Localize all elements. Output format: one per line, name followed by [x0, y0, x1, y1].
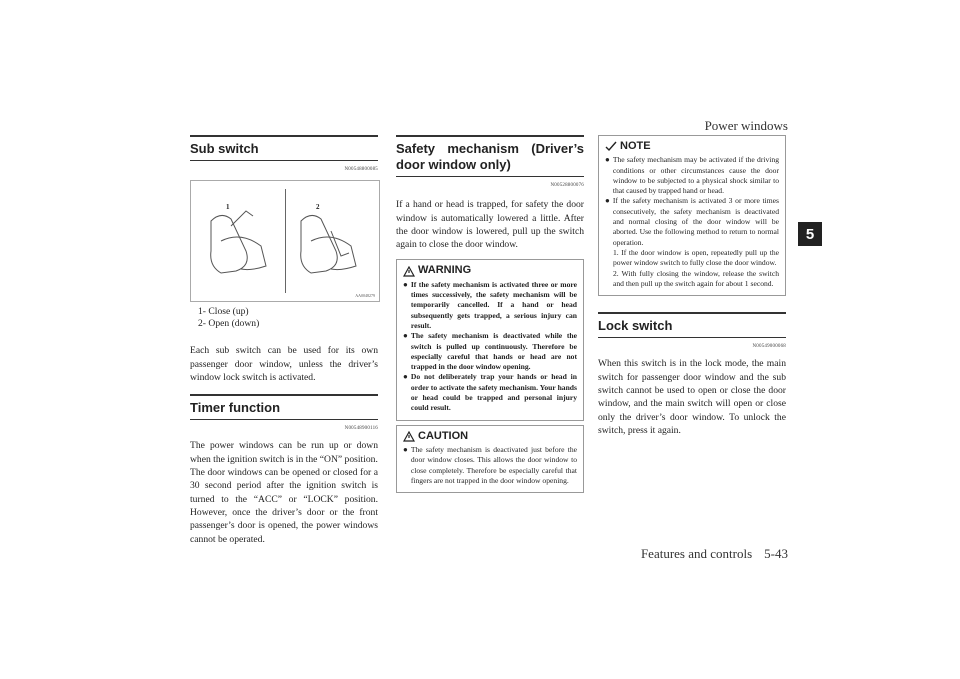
section-title-safety: Safety mechanism (Driver’s door window only): [396, 135, 584, 177]
section-code: N00548800085: [344, 167, 378, 172]
caution-item: ● The safety mechanism is deactivated just before the door window closes. This allows the door window to close completely. Therefore be especially careful that fingers are not trapped in the door window opening.: [403, 444, 577, 485]
section-code: N00548900116: [344, 426, 378, 432]
warning-icon: [403, 266, 415, 277]
paragraph: The door windows can be opened or closed for a 30 second period after the ignition switch is turned to the “ACC” or “LOCK” position. However, once the driver’s door or the front passenger’s door is opened, the power windows cannot be operated.: [190, 467, 378, 545]
note-item: ● If the safety mechanism is activated 3 or more times consecutively, the safety mechanism is deactivated and normal closing of the door window will be aborted. Use the following method to return to normal operation.: [605, 196, 779, 247]
note-box: [598, 135, 786, 296]
column-1: [190, 135, 378, 546]
legend-list: [190, 306, 378, 330]
figure-code: AA0048279: [355, 293, 375, 299]
chapter-tab: 5: [798, 222, 822, 246]
legend-item: 1- Close (up): [198, 306, 249, 318]
paragraph: The power windows can be run up or down when the ignition switch is in the “ON” position.: [190, 440, 378, 465]
warning-label: WARNING: [418, 264, 472, 277]
figure-label-2: 2: [316, 203, 320, 212]
caution-label: CAUTION: [418, 429, 469, 442]
column-3: [598, 135, 786, 437]
section-code: N00528800076: [550, 183, 584, 188]
legend-item: 2- Open (down): [198, 318, 260, 330]
note-icon: [605, 141, 617, 152]
note-header: [605, 140, 779, 153]
section-title-lock: Lock switch: [598, 312, 786, 338]
paragraph: Each sub switch can be used for its own passenger door window, unless the driver’s window lock switch is activated.: [190, 345, 378, 383]
warning-item: ● Do not deliberately trap your hands or head in order to activate the safety mechanism. Your hands or head could be trapped and personal injury could result.: [403, 372, 577, 413]
note-label: NOTE: [620, 140, 651, 152]
warning-item: ● If the safety mechanism is activated three or more times successively, the safety mechanism will be temporarily cancelled. If a hand or head subsequently gets trapped, a serious injury can result.: [403, 279, 577, 330]
column-2: [396, 135, 584, 493]
footer-section: Features and controls: [640, 546, 753, 561]
figure-label-1: 1: [226, 203, 230, 212]
warning-header: [403, 264, 577, 277]
warning-box: [396, 259, 584, 420]
note-step: 1. If the door window is open, repeatedly pull up the power window switch to fully close the door window.: [613, 247, 779, 268]
page-footer: [641, 546, 788, 562]
section-code: N00549000068: [752, 344, 786, 350]
figure-divider: [285, 189, 286, 293]
note-step: 2. With fully closing the window, release the switch and then pull up the switch again for about 1 second.: [613, 268, 779, 288]
warning-item: ● The safety mechanism is deactivated while the switch is pulled up continuously. Therefore be especially careful that hands or head are not trapped in the door window opening.: [403, 331, 577, 372]
section-title-sub-switch: Sub switch: [190, 135, 378, 161]
page-header-title: Power windows: [704, 118, 788, 133]
paragraph: When this switch is in the lock mode, the main switch for passenger door window and the sub switch cannot be used to open or close the door window, and the main switch will open or close only the driver’s door window. To unlock the switch, press it again.: [598, 358, 786, 436]
paragraph: If a hand or head is trapped, for safety the door window is automatically lowered a little. After the door window is lowered, pull up the switch again to close the door window.: [396, 199, 584, 251]
caution-header: [403, 430, 577, 443]
sub-switch-figure: [190, 180, 380, 302]
caution-box: [396, 425, 584, 493]
note-item: ● The safety mechanism may be activated if the driving conditions or other circumstances cause the door window to be subjected to a physical shock similar to that caused by trapped hand or head.: [605, 155, 779, 196]
page-number: 5-43: [764, 546, 788, 561]
section-title-timer: Timer function: [190, 394, 378, 420]
caution-icon: [403, 431, 415, 442]
